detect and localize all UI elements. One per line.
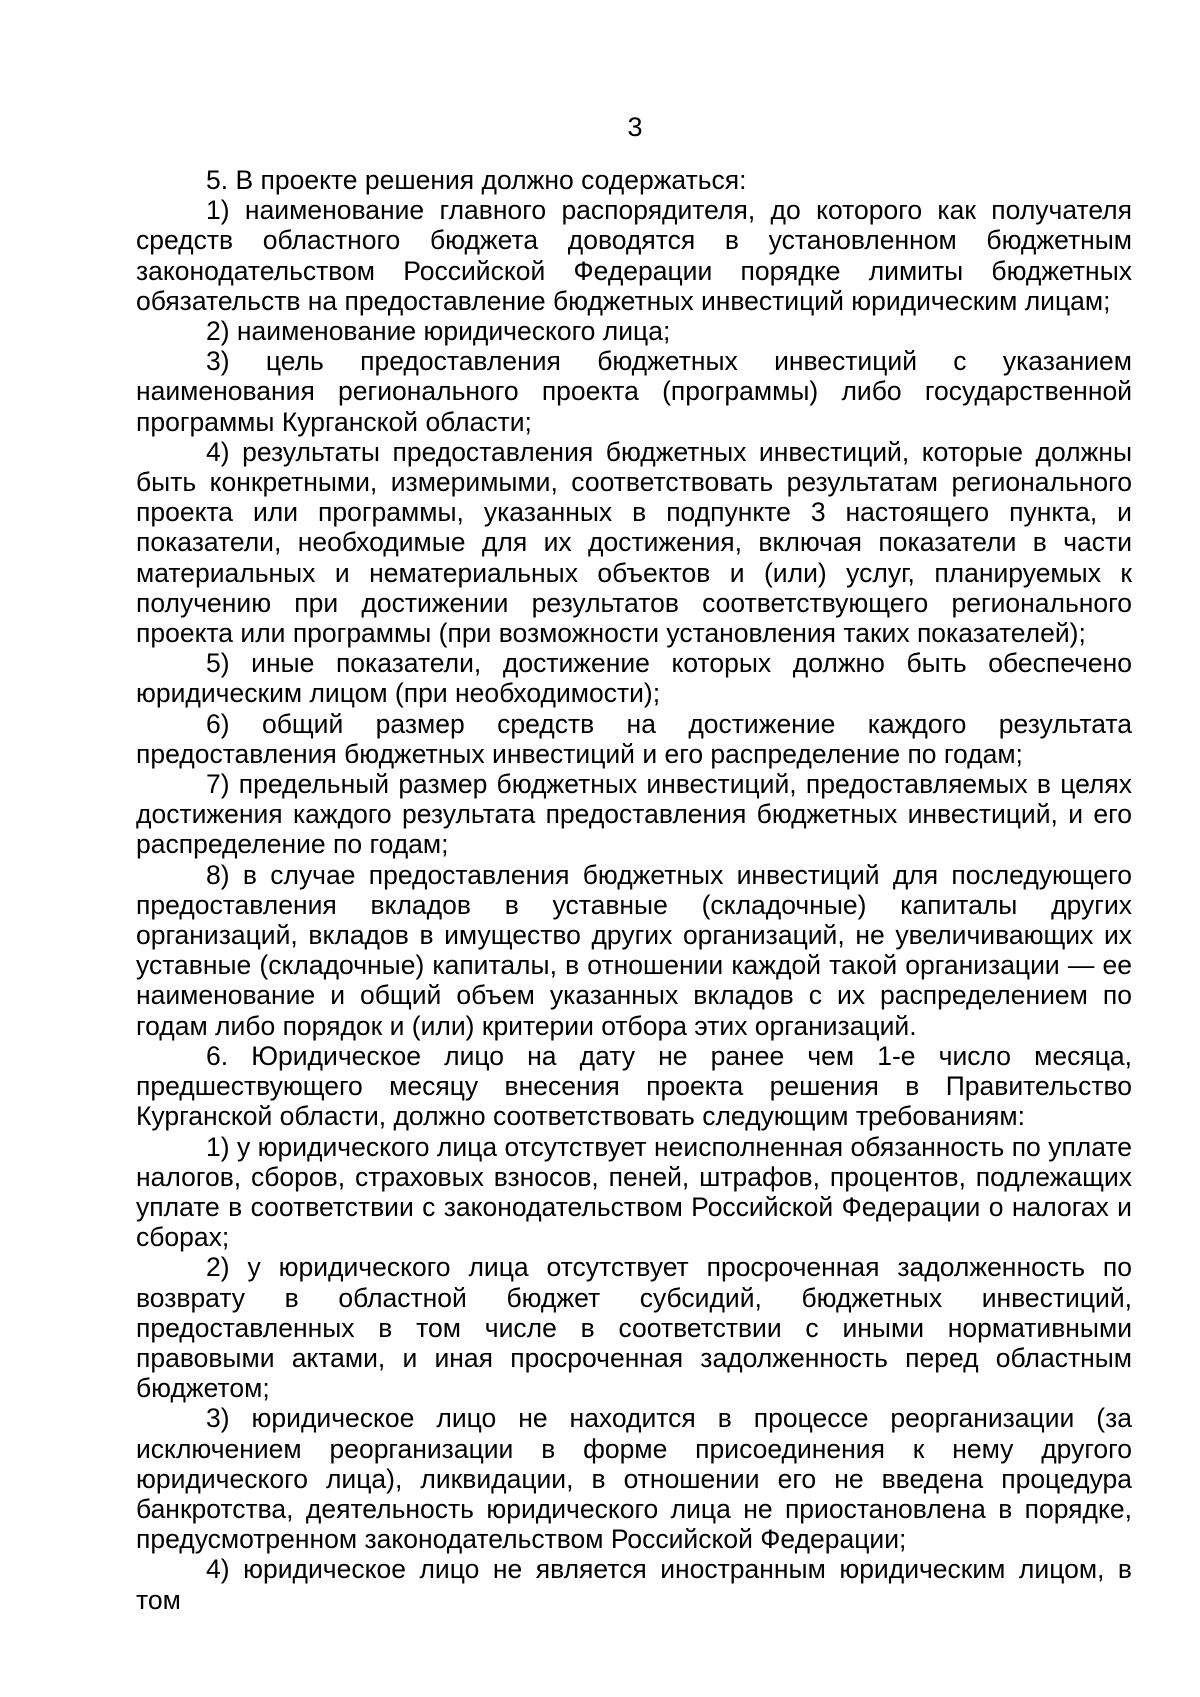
paragraph-item-5-5: 5) иные показатели, достижение которых должно быть обеспечено юридическим лицом (при необходимости); xyxy=(136,648,1132,709)
paragraph-item-6-3: 3) юридическое лицо не находится в процессе реорганизации (за исключением реорганизации в форме присоединения к нему другого юридического лица), ликвидации, в отношении его не введена процедура банкротства, деятельность юридического лица не приостановлена в порядке, предусмотренном законодательством Российской Федерации; xyxy=(136,1403,1132,1555)
paragraph-item-5-3: 3) цель предоставления бюджетных инвестиций с указанием наименования регионального проекта (программы) либо государственной программы Курганской области; xyxy=(136,346,1132,437)
document-body xyxy=(136,165,1132,1615)
paragraph-item-5-1: 1) наименование главного распорядителя, до которого как получателя средств областного бюджета доводятся в установленном бюджетным законодательством Российской Федерации порядке лимиты бюджетных обязательств на предоставление бюджетных инвестиций юридическим лицам; xyxy=(136,195,1132,316)
paragraph-item-5-7: 7) предельный размер бюджетных инвестиций, предоставляемых в целях достижения каждого результата предоставления бюджетных инвестиций, и его распределение по годам; xyxy=(136,769,1132,860)
paragraph-item-6-4: 4) юридическое лицо не является иностранным юридическим лицом, в том xyxy=(136,1554,1132,1615)
paragraph-item-6-2: 2) у юридического лица отсутствует просроченная задолженность по возврату в областной бюджет субсидий, бюджетных инвестиций, предоставленных в том числе в соответствии с иными нормативными правовыми актами, и иная просроченная задолженность перед областным бюджетом; xyxy=(136,1252,1132,1404)
paragraph-item-6-1: 1) у юридического лица отсутствует неисполненная обязанность по уплате налогов, сборов, страховых взносов, пеней, штрафов, процентов, подлежащих уплате в соответствии с законодательством Российской Федерации о налогах и сборах; xyxy=(136,1131,1132,1253)
paragraph-item-5-2: 2) наименование юридического лица; xyxy=(206,316,671,347)
page-number: 3 xyxy=(627,112,643,142)
paragraph-item-5-heading: 5. В проекте решения должно содержаться: xyxy=(206,165,747,195)
paragraph-item-5-6: 6) общий размер средств на достижение каждого результата предоставления бюджетных инвестиций и его распределение по годам; xyxy=(136,708,1132,769)
paragraph-item-6-heading: 6. Юридическое лицо на дату не ранее чем 1-е число месяца, предшествующего месяцу внесения проекта решения в Правительство Курганской области, должно соответствовать следующим требованиям: xyxy=(136,1040,1132,1132)
paragraph-item-5-8: 8) в случае предоставления бюджетных инвестиций для последующего предоставления вкладов в уставные (складочные) капиталы других организаций, вкладов в имущество других организаций, не увеличивающих их уставные (складочные) капиталы, в отношении каждой такой организации — ее наименование и общий объем указанных вкладов с их распределением по годам либо порядок и (или) критерии отбора этих организаций. xyxy=(136,859,1132,1041)
paragraph-item-5-4: 4) результаты предоставления бюджетных инвестиций, которые должны быть конкретными, измеримыми, соответствовать результатам регионального проекта или программы, указанных в подпункте 3 настоящего пункта, и показатели, необходимые для их достижения, включая показатели в части материальных и нематериальных объектов и (или) услуг, планируемых к получению при достижении результатов соответствующего регионального проекта или программы (при возможности установления таких показателей); xyxy=(136,436,1132,649)
